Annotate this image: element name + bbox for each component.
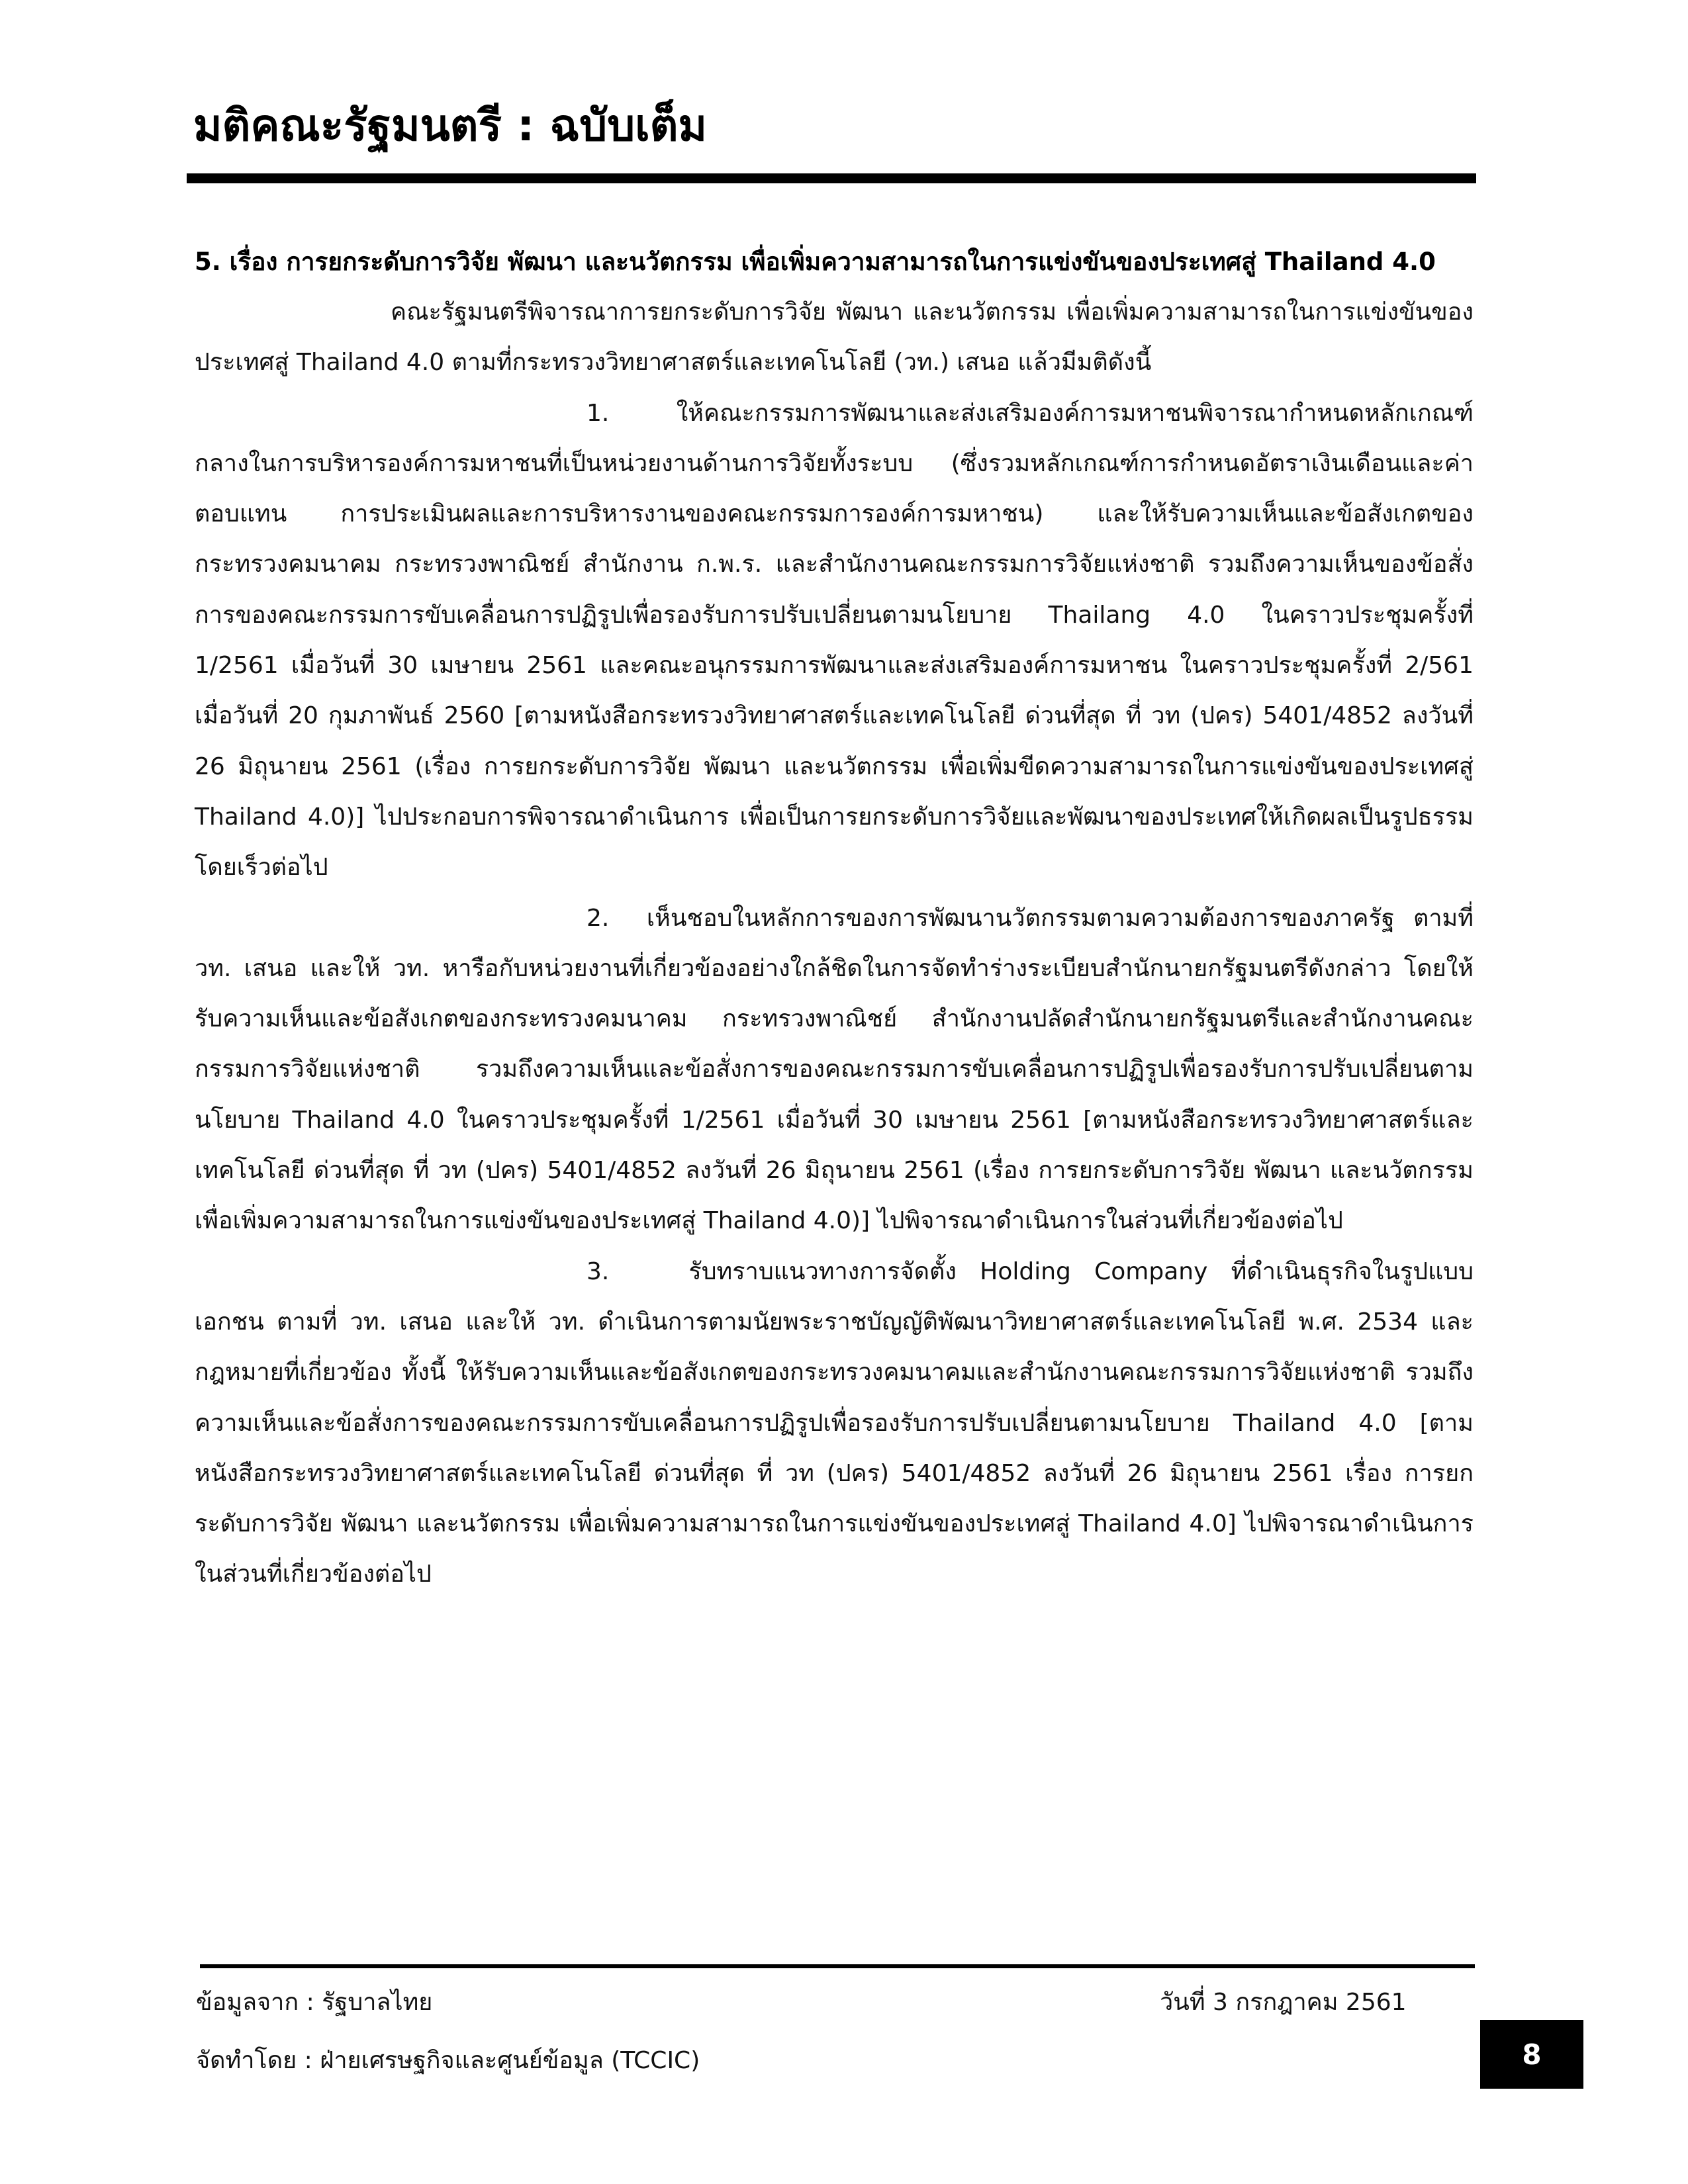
footer-divider xyxy=(200,1964,1475,1968)
document-body xyxy=(195,237,1474,1600)
footer-prepared-by: จัดทำโดย : ฝ่ายเศรษฐกิจและศูนย์ข้อมูล (TCCIC) xyxy=(196,2047,700,2074)
resolution-2-text: เห็นชอบในหลักการของการพัฒนานวัตกรรมตามความต้องการของภาครัฐ ตามที่ วท. เสนอ และให้ วท. หารือกับหน่วยงานที่เกี่ยวข้องอย่างใกล้ชิดในการจัดทำร่างระเบียบสำนักนายกรัฐมนตรีดังกล่าว โดยให้รับความเห็นและข้อสังเกตของกระทรวงคมนาคม กระทรวงพาณิชย์ สำนักงานปลัดสำนักนายกรัฐมนตรีและสำนักงานคณะกรรมการวิจัยแห่งชาติ รวมถึงความเห็นและข้อสั่งการของคณะกรรมการขับเคลื่อนการปฏิรูปเพื่อรองรับการปรับเปลี่ยนตามนโยบาย Thailand 4.0 ในคราวประชุมครั้งที่ 1/2561 เมื่อวันที่ 30 เมษายน 2561 [ตามหนังสือกระทรวงวิทยาศาสตร์และเทคโนโลยี ด่วนที่สุด ที่ วท (ปคร) 5401/4852 ลงวันที่ 26 มิถุนายน 2561 (เรื่อง การยกระดับการวิจัย พัฒนา และนวัตกรรม เพื่อเพิ่มความสามารถในการแข่งขันของประเทศสู่ Thailand 4.0)] ไปพิจารณาดำเนินการในส่วนที่เกี่ยวข้องต่อไป xyxy=(195,904,1474,1235)
title-divider xyxy=(187,173,1476,183)
footer-date: วันที่ 3 กรกฎาคม 2561 xyxy=(1160,1989,1407,2016)
resolution-3-text: รับทราบแนวทางการจัดตั้ง Holding Company ที่ดำเนินธุรกิจในรูปแบบเอกชน ตามที่ วท. เสนอ และให้ วท. ดำเนินการตามนัยพระราชบัญญัติพัฒนาวิทยาศาสตร์และเทคโนโลยี พ.ศ. 2534 และกฎหมายที่เกี่ยวข้อง ทั้งนี้ ให้รับความเห็นและข้อสังเกตของกระทรวงคมนาคมและสำนักงานคณะกรรมการวิจัยแห่งชาติ รวมถึงความเห็นและข้อสั่งการของคณะกรรมการขับเคลื่อนการปฏิรูปเพื่อรองรับการปรับเปลี่ยนตามนโยบาย Thailand 4.0 [ตามหนังสือกระทรวงวิทยาศาสตร์และเทคโนโลยี ด่วนที่สุด ที่ วท (ปคร) 5401/4852 ลงวันที่ 26 มิถุนายน 2561 เรื่อง การยกระดับการวิจัย พัฒนา และนวัตกรรม เพื่อเพิ่มความสามารถในการแข่งขันของประเทศสู่ Thailand 4.0] ไปพิจารณาดำเนินการในส่วนที่เกี่ยวข้องต่อไป xyxy=(195,1257,1474,1588)
intro-paragraph: คณะรัฐมนตรีพิจารณาการยกระดับการวิจัย พัฒนา และนวัตกรรม เพื่อเพิ่มความสามารถในการแข่งขันของประเทศสู่ Thailand 4.0 ตามที่กระทรวงวิทยาศาสตร์และเทคโนโลยี (วท.) เสนอ แล้วมีมติดังนี้ xyxy=(195,298,1474,377)
page-number-badge xyxy=(1480,2020,1583,2089)
page-number: 8 xyxy=(1522,2038,1542,2071)
resolution-1-text: ให้คณะกรรมการพัฒนาและส่งเสริมองค์การมหาชนพิจารณากำหนดหลักเกณฑ์กลางในการบริหารองค์การมหาชนที่เป็นหน่วยงานด้านการวิจัยทั้งระบบ (ซึ่งรวมหลักเกณฑ์การกำหนดอัตราเงินเดือนและค่าตอบแทน การประเมินผลและการบริหารงานของคณะกรรมการองค์การมหาชน) และให้รับความเห็นและข้อสังเกตของกระทรวงคมนาคม กระทรวงพาณิชย์ สำนักงาน ก.พ.ร. และสำนักงานคณะกรรมการวิจัยแห่งชาติ รวมถึงความเห็นของข้อสั่งการของคณะกรรมการขับเคลื่อนการปฏิรูปเพื่อรองรับการปรับเปลี่ยนตามนโยบาย Thailang 4.0 ในคราวประชุมครั้งที่ 1/2561 เมื่อวันที่ 30 เมษายน 2561 และคณะอนุกรรมการพัฒนาและส่งเสริมองค์การมหาชน ในคราวประชุมครั้งที่ 2/561 เมื่อวันที่ 20 กุมภาพันธ์ 2560 [ตามหนังสือกระทรวงวิทยาศาสตร์และเทคโนโลยี ด่วนที่สุด ที่ วท (ปคร) 5401/4852 ลงวันที่ 26 มิถุนายน 2561 (เรื่อง การยกระดับการวิจัย พัฒนา และนวัตกรรม เพื่อเพิ่มขีดความสามารถในการแข่งขันของประเทศสู่ Thailand 4.0)] ไปประกอบการพิจารณาดำเนินการ เพื่อเป็นการยกระดับการวิจัยและพัฒนาของประเทศให้เกิดผลเป็นรูปธรรมโดยเร็วต่อไป xyxy=(195,399,1474,882)
resolution-2 xyxy=(195,893,1474,1247)
resolution-3 xyxy=(195,1247,1474,1600)
footer-source: ข้อมูลจาก : รัฐบาลไทย xyxy=(196,1989,433,2016)
resolution-1-number: 1. xyxy=(586,399,610,427)
resolution-1 xyxy=(195,388,1474,893)
resolution-3-number: 3. xyxy=(586,1257,610,1285)
page-title: มติคณะรัฐมนตรี : ฉบับเต็ม xyxy=(193,100,708,151)
resolution-2-number: 2. xyxy=(586,904,610,932)
item-heading: 5. เรื่อง การยกระดับการวิจัย พัฒนา และนวัตกรรม เพื่อเพิ่มความสามารถในการแข่งขันของประเทศสู่ Thailand 4.0 xyxy=(195,248,1436,276)
